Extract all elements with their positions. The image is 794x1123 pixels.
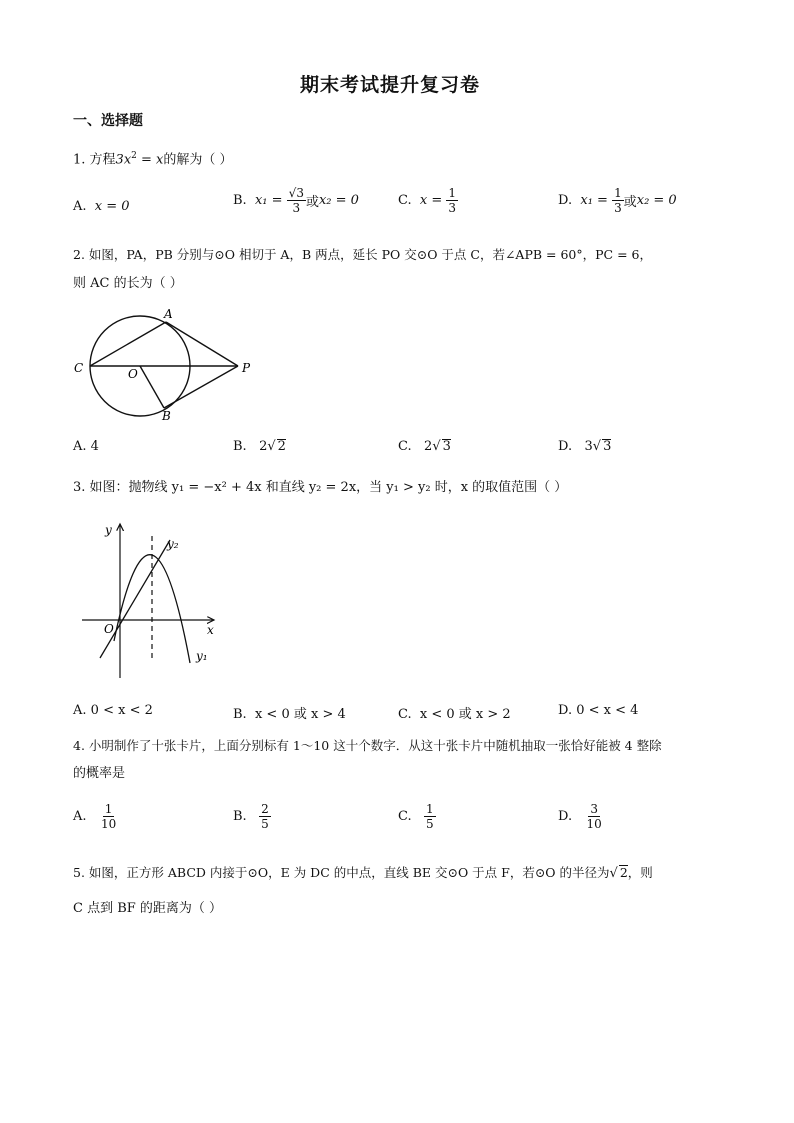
- q2-option-d[interactable]: D. 3√ 3: [558, 439, 612, 454]
- q1-b-letter: B.: [233, 193, 247, 208]
- q2-d-coef: 3: [584, 439, 593, 454]
- q3-label-y1: y₁: [196, 649, 208, 663]
- q2-d-radicand: 3: [603, 439, 612, 454]
- q1-c-fraction: [446, 186, 458, 215]
- q3-option-d[interactable]: [558, 703, 638, 718]
- q3-a-text: 0 < x < 2: [90, 703, 153, 718]
- q1-eq-lhs: 3x: [115, 152, 132, 168]
- q3-label-y2: y₂: [167, 537, 179, 551]
- question-2-stem-line1: 2. 如图，PA，PB 分别与⊙O 相切于 A，B 两点，延长 PO 交⊙O 于点 C，若∠APB = 60°，PC = 6，: [73, 247, 652, 262]
- q2-line-ca: [90, 322, 166, 366]
- q4-option-d[interactable]: [558, 802, 604, 831]
- q5-radicand: 2: [619, 865, 628, 880]
- q1-d-x1: x₁ =: [580, 193, 608, 208]
- q1-eq-exp: 2: [131, 151, 137, 161]
- q2-label-b: B: [162, 409, 171, 423]
- q1-option-d[interactable]: [558, 186, 677, 215]
- q1-b-fraction: [287, 186, 306, 215]
- q4-c-den: 5: [426, 817, 434, 831]
- q1-c-letter: C.: [398, 193, 412, 208]
- q4-d-num: 3: [590, 802, 598, 816]
- q4-d-fraction: [585, 802, 604, 831]
- section-heading: 一、选择题: [73, 113, 143, 129]
- q4-b-den: 5: [261, 817, 269, 831]
- q1-option-c[interactable]: [398, 186, 458, 215]
- q2-line-ap: [166, 322, 238, 366]
- q1-eq-rhs: = x: [136, 152, 164, 168]
- q2-c-radicand: 3: [442, 439, 451, 454]
- question-5-stem-line2: C 点到 BF 的距离为（ ）: [73, 901, 223, 916]
- q3-d-letter: D.: [558, 703, 573, 718]
- q1-d-x2: x₂ = 0: [636, 193, 677, 208]
- q1-suffix: 的解为（ ）: [163, 152, 233, 168]
- q1-b-x1: x₁ =: [254, 193, 283, 208]
- q4-c-fraction: [424, 802, 436, 831]
- q4-d-den: 10: [586, 817, 602, 831]
- q1-option-b[interactable]: [233, 186, 359, 215]
- question-2-stem-line2: 则 AC 的长为（ ）: [73, 276, 183, 291]
- q4-option-c[interactable]: [398, 802, 436, 831]
- q4-a-letter: A.: [73, 809, 87, 824]
- q1-prefix: 1. 方程: [73, 152, 116, 168]
- q1-b-num: √3: [288, 186, 304, 200]
- q2-line-bp: [164, 366, 238, 408]
- q2-option-c[interactable]: C. 2√ 3: [398, 439, 451, 454]
- q3-label-o: O: [104, 622, 114, 636]
- q3-d-text: 0 < x < 4: [576, 703, 639, 718]
- question-5-stem-line1: 5. 如图，正方形 ABCD 内接于⊙O，E 为 DC 的中点，直线 BE 交⊙O 于点 F，若⊙O 的半径为√ 2，则: [73, 865, 653, 881]
- q2-label-a: A: [164, 307, 173, 321]
- question-4-stem-line2: 的概率是: [73, 766, 126, 781]
- q4-a-num: 1: [104, 802, 113, 816]
- q1-d-fraction: [612, 186, 624, 215]
- q2-d-letter: D.: [558, 439, 573, 454]
- q3-b-letter: B.: [233, 707, 247, 722]
- q1-d-letter: D.: [558, 193, 573, 208]
- q2-b-coef: 2: [259, 439, 268, 454]
- q1-c-den: 3: [448, 201, 457, 215]
- q1-a-letter: A.: [73, 199, 87, 214]
- question-4-stem-line1: 4. 小明制作了十张卡片，上面分别标有 1～10 这十个数字．从这十张卡片中随机抽取一张恰好能被 4 整除: [73, 738, 662, 753]
- q4-b-letter: B.: [233, 809, 247, 824]
- q3-line-y2: [100, 540, 170, 658]
- q3-option-b[interactable]: [233, 703, 346, 722]
- q5-line1-a: 5. 如图，正方形 ABCD 内接于⊙O，E 为 DC 的中点，直线 BE 交⊙O 于点 F，若⊙O 的半径为: [73, 865, 610, 880]
- q2-a-text: 4: [90, 439, 99, 454]
- q3-label-x: x: [207, 623, 214, 637]
- q1-c-num: 1: [448, 186, 457, 200]
- q3-c-letter: C.: [398, 707, 412, 722]
- q1-d-den: 3: [614, 201, 622, 215]
- question-3-stem: 3. 如图：抛物线 y₁ = −x² + 4x 和直线 y₂ = 2x，当 y₁ > y₂ 时，x 的取值范围（ ）: [73, 480, 568, 495]
- q1-c-x: x =: [419, 193, 443, 208]
- q4-b-num: 2: [261, 802, 269, 816]
- q2-option-b[interactable]: B. 2√ 2: [233, 439, 286, 454]
- q2-label-p: P: [242, 361, 251, 375]
- q4-a-fraction: [99, 802, 118, 831]
- question-1-stem: [73, 147, 233, 169]
- q1-a-text: x = 0: [94, 199, 130, 214]
- q1-option-a[interactable]: [73, 199, 130, 214]
- page-title: 期末考试提升复习卷: [300, 74, 481, 96]
- q4-a-den: 10: [100, 817, 117, 831]
- q3-a-letter: A.: [73, 703, 87, 718]
- q4-d-letter: D.: [558, 809, 573, 824]
- q1-d-mid: 或: [623, 195, 637, 210]
- q2-circle-tangent-figure: [70, 300, 270, 430]
- q1-b-den: 3: [292, 201, 301, 215]
- q2-option-a[interactable]: [73, 439, 99, 454]
- q2-b-radicand: 2: [277, 439, 286, 454]
- q1-d-num: 1: [614, 186, 622, 200]
- q5-line1-b: ，则: [627, 865, 653, 880]
- q4-c-num: 1: [426, 802, 434, 816]
- q3-b-text: x < 0 或 x > 4: [254, 707, 346, 722]
- q3-label-y: y: [105, 523, 112, 537]
- q3-option-a[interactable]: [73, 703, 153, 718]
- q4-option-a[interactable]: [73, 802, 118, 831]
- q3-option-c[interactable]: [398, 703, 511, 722]
- q1-b-x2: x₂ = 0: [318, 193, 359, 208]
- q3-c-text: x < 0 或 x > 2: [419, 707, 511, 722]
- q2-label-c: C: [74, 361, 84, 375]
- q3-parabola-line-figure: [78, 518, 228, 683]
- q2-line-ob: [140, 366, 164, 408]
- q2-c-letter: C.: [398, 439, 412, 454]
- q1-b-mid: 或: [305, 195, 319, 210]
- q2-label-o: O: [128, 367, 138, 381]
- q2-a-letter: A.: [73, 439, 87, 454]
- q4-option-b[interactable]: [233, 802, 271, 831]
- q4-b-fraction: [259, 802, 271, 831]
- q4-c-letter: C.: [398, 809, 412, 824]
- q2-c-coef: 2: [424, 439, 433, 454]
- q2-b-letter: B.: [233, 439, 247, 454]
